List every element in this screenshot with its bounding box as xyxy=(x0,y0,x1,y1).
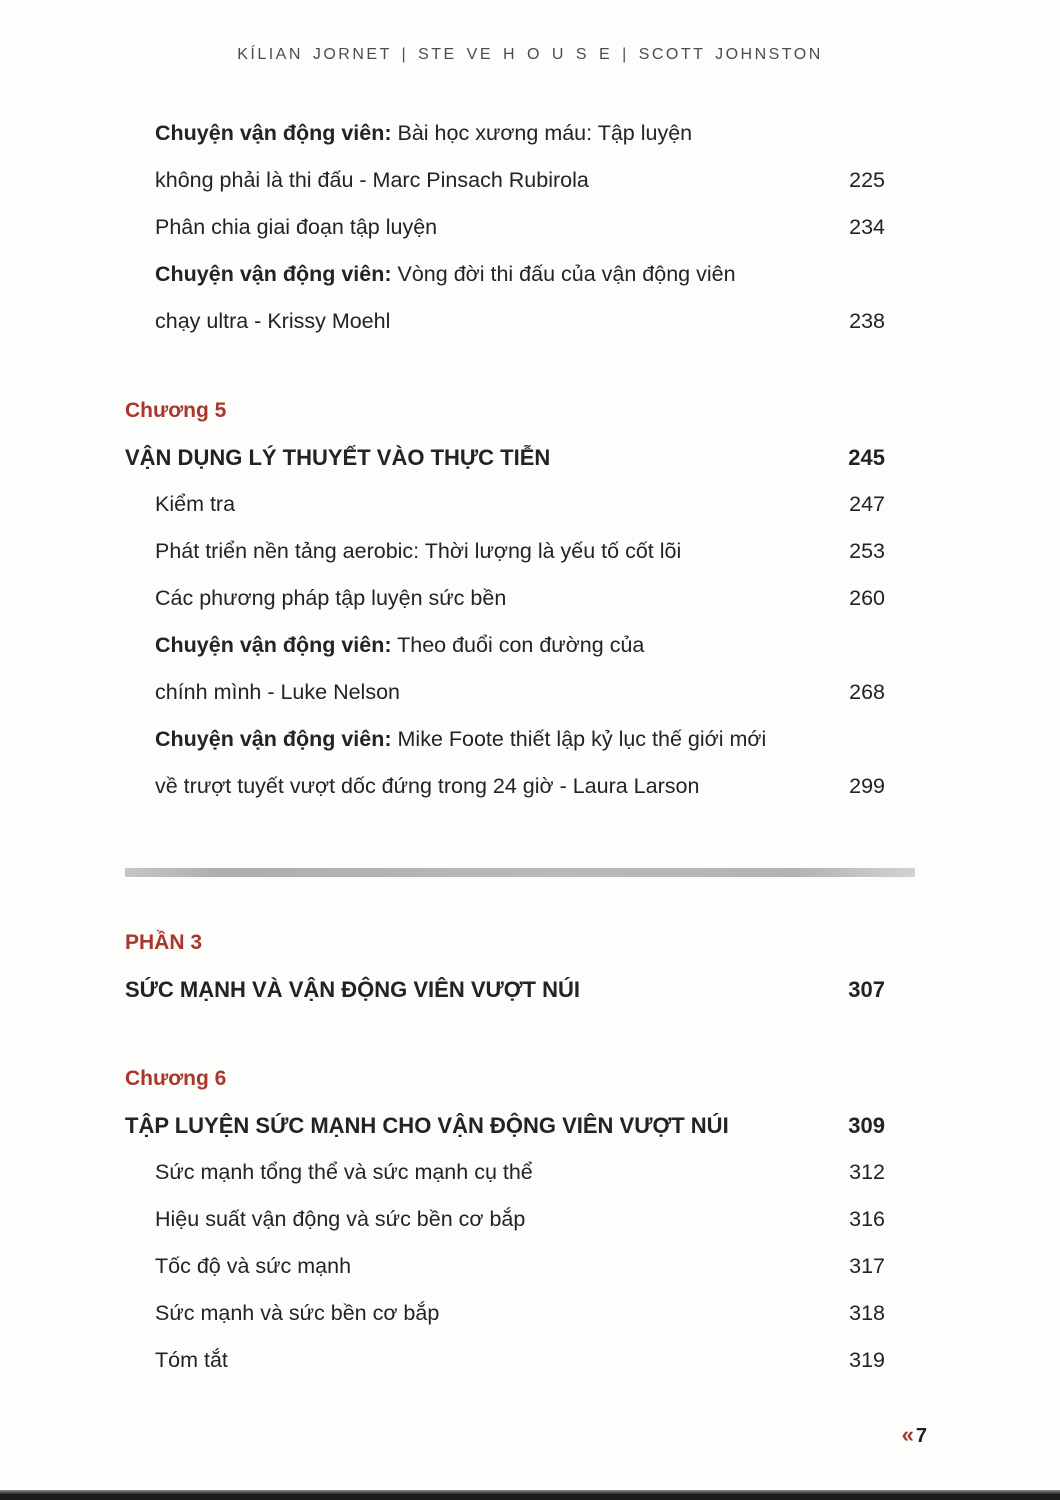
toc-entry xyxy=(125,204,885,251)
page-number: 309 xyxy=(848,1113,885,1138)
entry-prefix: Chuyện vận động viên: xyxy=(155,121,392,145)
entry-text: Sức mạnh tổng thể và sức mạnh cụ thể xyxy=(155,1160,533,1184)
toc-entry xyxy=(125,1243,885,1290)
entry-prefix: Chuyện vận động viên: xyxy=(155,262,392,286)
entry-text: Hiệu suất vận động và sức bền cơ bắp xyxy=(155,1207,526,1231)
entry-prefix: Chuyện vận động viên: xyxy=(155,727,392,751)
toc-entry xyxy=(125,298,885,345)
toc-entry xyxy=(125,528,885,575)
toc-chapter-title xyxy=(125,434,885,481)
toc-chapter-title xyxy=(125,1102,885,1149)
page-number: 268 xyxy=(849,680,885,704)
entry-text: Kiểm tra xyxy=(155,492,236,516)
entry-text: Sức mạnh và sức bền cơ bắp xyxy=(155,1301,440,1325)
page-number: 260 xyxy=(849,586,885,610)
toc-section xyxy=(125,919,885,1013)
toc-entry xyxy=(125,251,885,298)
page-number: 316 xyxy=(849,1207,885,1231)
page-number: 225 xyxy=(849,168,885,192)
toc-entry xyxy=(125,575,885,622)
toc-entry xyxy=(125,481,885,528)
entry-text: Tóm tắt xyxy=(155,1348,228,1372)
entry-text: Các phương pháp tập luyện sức bền xyxy=(155,586,507,610)
chapter-label: PHẦN 3 xyxy=(125,931,203,954)
entry-text: SỨC MẠNH VÀ VẬN ĐỘNG VIÊN VƯỢT NÚI xyxy=(125,977,580,1002)
scan-edge-artifact xyxy=(0,1490,1060,1500)
entry-text: chạy ultra - Krissy Moehl xyxy=(155,309,391,333)
entry-text: TẬP LUYỆN SỨC MẠNH CHO VẬN ĐỘNG VIÊN VƯỢT NÚI xyxy=(125,1113,729,1138)
entry-prefix: Chuyện vận động viên: xyxy=(155,633,392,657)
chapter-label: Chương 6 xyxy=(125,1067,227,1090)
toc-entry xyxy=(125,669,885,716)
entry-text: Phân chia giai đoạn tập luyện xyxy=(155,215,438,239)
toc-chapter-title xyxy=(125,966,885,1013)
footer-chevron-icon: « xyxy=(901,1422,914,1447)
toc-entry xyxy=(125,1149,885,1196)
entry-text: Phát triển nền tảng aerobic: Thời lượng là yếu tố cốt lõi xyxy=(155,539,682,563)
chapter-label: Chương 5 xyxy=(125,399,227,422)
toc-entry xyxy=(125,1337,885,1384)
page-number: 312 xyxy=(849,1160,885,1184)
toc-entry xyxy=(125,716,885,763)
section-divider xyxy=(125,868,915,877)
page-number: 253 xyxy=(849,539,885,563)
toc xyxy=(0,110,1060,1384)
entry-text: Tốc độ và sức mạnh xyxy=(155,1254,352,1278)
page-number-footer xyxy=(902,1424,927,1448)
page-number: 247 xyxy=(849,492,885,516)
page-number: 299 xyxy=(849,774,885,798)
entry-text: chính mình - Luke Nelson xyxy=(155,680,400,704)
toc-entry xyxy=(125,157,885,204)
entry-text: Chuyện vận động viên: Vòng đời thi đấu của vận động viên xyxy=(155,262,736,286)
page-number: 319 xyxy=(849,1348,885,1372)
entry-text: VẬN DỤNG LÝ THUYẾT VÀO THỰC TIỄN xyxy=(125,445,551,470)
page-number: 238 xyxy=(849,309,885,333)
page-number: 234 xyxy=(849,215,885,239)
entry-text: về trượt tuyết vượt dốc đứng trong 24 giờ - Laura Larson xyxy=(155,774,700,798)
entry-text: Chuyện vận động viên: Bài học xương máu: Tập luyện xyxy=(155,121,693,145)
page-number: 245 xyxy=(848,445,885,470)
toc-section xyxy=(125,387,885,810)
page-number: 318 xyxy=(849,1301,885,1325)
toc-section xyxy=(125,1055,885,1384)
running-head-authors: KÍLIAN JORNET | STE VE H O U S E | SCOTT JOHNSTON xyxy=(237,46,823,63)
toc-entry xyxy=(125,110,885,157)
toc-entry xyxy=(125,1196,885,1243)
toc-entry xyxy=(125,622,885,669)
toc-entry xyxy=(125,763,885,810)
toc-entry xyxy=(125,1290,885,1337)
entry-text: không phải là thi đấu - Marc Pinsach Rubirola xyxy=(155,168,589,192)
footer-page-number: 7 xyxy=(915,1425,927,1447)
page-number: 307 xyxy=(848,977,885,1002)
entry-text: Chuyện vận động viên: Theo đuổi con đường của xyxy=(155,633,645,657)
page-number: 317 xyxy=(849,1254,885,1278)
toc-section xyxy=(125,110,885,345)
entry-text: Chuyện vận động viên: Mike Foote thiết lập kỷ lục thế giới mới xyxy=(155,727,767,751)
